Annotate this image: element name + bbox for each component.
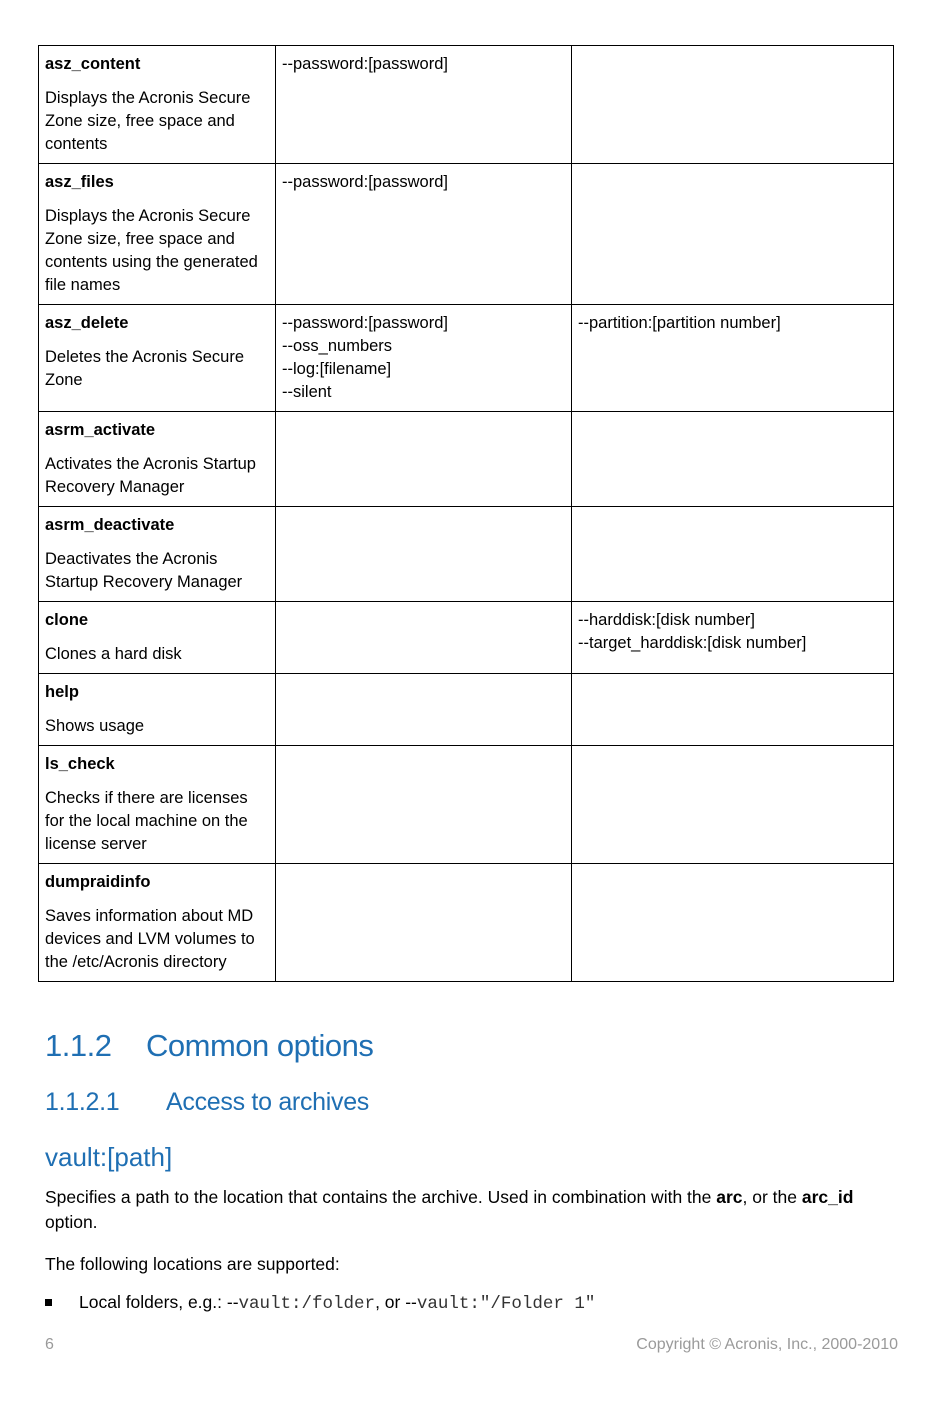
extra-options-cell <box>572 164 894 305</box>
para1-text-3: option. <box>45 1212 98 1232</box>
command-cell <box>39 864 276 982</box>
command-description: Saves information about MD devices and LVM volumes to the /etc/Acronis directory <box>45 907 255 971</box>
option-value: --silent <box>282 383 332 401</box>
page-number: 6 <box>45 1336 54 1353</box>
command-cell <box>39 674 276 746</box>
command-name: help <box>45 683 79 701</box>
option-value: --password:[password] <box>282 314 448 332</box>
extra-option-value: --harddisk:[disk number] <box>578 611 755 629</box>
supported-locations-intro: The following locations are supported: <box>45 1254 340 1274</box>
command-description: Checks if there are licenses for the local machine on the license server <box>45 789 248 853</box>
command-description: Activates the Acronis Startup Recovery Manager <box>45 455 256 496</box>
option-value: --password:[password] <box>282 55 448 73</box>
section-heading <box>45 1028 373 1064</box>
options-cell <box>276 164 572 305</box>
subsection-number: 1.1.2.1 <box>45 1088 120 1116</box>
extra-options-cell <box>572 864 894 982</box>
command-name: asz_content <box>45 55 141 73</box>
option-heading: vault:[path] <box>45 1142 173 1172</box>
command-description: Deletes the Acronis Secure Zone <box>45 348 245 389</box>
command-cell <box>39 507 276 602</box>
table-row <box>39 46 894 164</box>
options-cell <box>276 46 572 164</box>
table-row <box>39 864 894 982</box>
commands-table <box>38 45 894 982</box>
option-value: --password:[password] <box>282 173 448 191</box>
extra-options-cell <box>572 507 894 602</box>
bullet-text-1: Local folders, e.g.: -- <box>79 1292 239 1312</box>
command-name: asrm_activate <box>45 421 156 439</box>
options-cell <box>276 746 572 864</box>
option-value: --log:[filename] <box>282 360 392 378</box>
table-row <box>39 507 894 602</box>
command-cell <box>39 412 276 507</box>
para1-bold-arc-id: arc_id <box>801 1187 854 1207</box>
options-cell <box>276 412 572 507</box>
command-cell <box>39 164 276 305</box>
command-name: asz_delete <box>45 314 129 332</box>
command-name: ls_check <box>45 755 115 773</box>
table-row <box>39 305 894 412</box>
table-row <box>39 412 894 507</box>
subsection-title: Access to archives <box>166 1088 370 1116</box>
para1-bold-arc: arc <box>716 1187 743 1207</box>
para1-text-2: , or the <box>742 1187 802 1207</box>
vault-description <box>45 1185 905 1235</box>
command-description: Displays the Acronis Secure Zone size, free space and contents using the generated file names <box>45 207 258 294</box>
option-value: --oss_numbers <box>282 337 393 355</box>
table-row <box>39 164 894 305</box>
commands-table-body <box>39 46 894 982</box>
extra-options-cell <box>572 602 894 674</box>
command-cell <box>39 746 276 864</box>
command-description: Clones a hard disk <box>45 645 182 663</box>
bullet-text <box>79 1290 595 1317</box>
bullet-code-1: vault:/folder <box>238 1294 376 1314</box>
extra-options-cell <box>572 674 894 746</box>
command-description: Deactivates the Acronis Startup Recovery Manager <box>45 550 243 591</box>
section-number: 1.1.2 <box>45 1028 112 1063</box>
section-title: Common options <box>146 1028 374 1063</box>
command-cell <box>39 46 276 164</box>
command-cell <box>39 602 276 674</box>
table-row <box>39 674 894 746</box>
extra-options-cell <box>572 746 894 864</box>
command-cell <box>39 305 276 412</box>
options-cell <box>276 864 572 982</box>
command-name: dumpraidinfo <box>45 873 151 891</box>
bullet-code-2: vault:"/Folder 1" <box>416 1294 596 1314</box>
subsection-heading <box>45 1088 369 1117</box>
extra-options-cell <box>572 412 894 507</box>
command-name: asrm_deactivate <box>45 516 175 534</box>
extra-options-cell <box>572 305 894 412</box>
command-name: asz_files <box>45 173 114 191</box>
command-description: Displays the Acronis Secure Zone size, free space and contents <box>45 89 251 153</box>
copyright-notice: Copyright © Acronis, Inc., 2000-2010 <box>636 1336 898 1353</box>
bullet-square-icon <box>45 1299 52 1306</box>
options-cell <box>276 674 572 746</box>
extra-options-cell <box>572 46 894 164</box>
command-description: Shows usage <box>45 717 145 735</box>
extra-option-value: --partition:[partition number] <box>578 314 781 332</box>
para1-text-1: Specifies a path to the location that contains the archive. Used in combination with the <box>45 1187 717 1207</box>
options-cell <box>276 507 572 602</box>
command-name: clone <box>45 611 89 629</box>
bullet-text-2: , or -- <box>375 1292 417 1312</box>
extra-option-value: --target_harddisk:[disk number] <box>578 634 807 652</box>
table-row <box>39 746 894 864</box>
options-cell <box>276 602 572 674</box>
table-row <box>39 602 894 674</box>
options-cell <box>276 305 572 412</box>
